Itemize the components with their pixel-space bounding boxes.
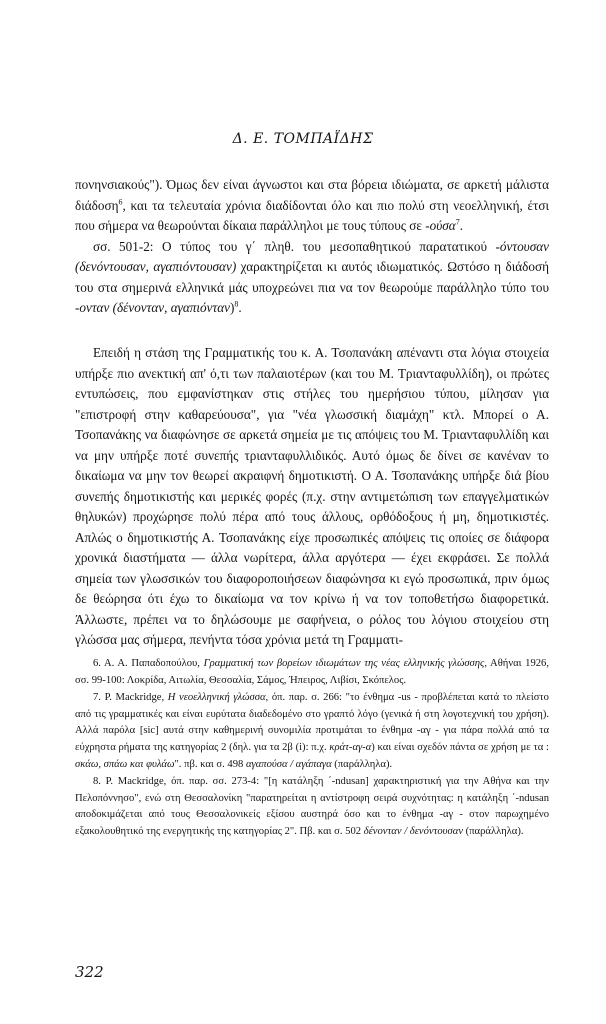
main-text-block-1: [75, 175, 549, 319]
footnotes: [75, 656, 549, 842]
running-head: Δ. Ε. ΤΟΜΠΑΪΔΗΣ: [232, 131, 374, 147]
paragraph: Επειδή η στάση της Γραμματικής του κ. Α. Τσοπανάκη απέναντι στα λόγια στοιχεία υπήρξε πιο ανεκτική απ' ό,τι των παλαιοτέρων (και του Μ. Τριανταφυλλίδη), οι πρώτες εντυπώσεις, που εμφανίστηκαν στις στήλες του ημερήσιου τύπου, μίλησαν για "επιστροφή στην καθαρεύουσα", για "νέα γλωσσική διαμάχη" κτλ. Μπορεί ο Α. Τσοπανάκης να διαφώνησε σε αρκετά σημεία με τις απόψεις του Μ. Τριανταφυλλίδη και να μην υπήρξε ποτέ συνεπής τριανταφυλλιδικός. Αυτό όμως δε δίνει σε κανέναν το δικαίωμα να μην τον θεωρεί ακραιφνή δημοτικιστή. Ο Α. Τσοπανάκης υπήρξε διά βίου συνεπής δημοτικιστής και μερικές φορές (π.χ. στην αντιμετώπιση των επαγγελματικών θηλυκών) προχώρησε πολύ πέρα από τους άλλους, ορθόδοξους ή μη, δημοτικιστές. Απλώς ο δημοτικιστής Α. Τσοπανάκης είχε προσωπικές απόψεις τις οποίες σε διάφορα χρονικά διαστήματα — άλλα νωρίτερα, άλλα αργότερα — έχει εκφράσει. Σε πολλά σημεία των γλωσσικών του διαφοροποιήσεων διαφώνησα κι εγώ προσωπικά, πριν όμως δε θεώρησα ότι έχω το δικαίωμα να τον κρίνω ή να τον τοποθετήσω διαφορετικά. Άλλωστε, πρέπει να το δηλώσουμε με σαφήνεια, ο ρόλος του λόγιου στοιχείου στη γλώσσα μας σήμερα, πενήντα τόσα χρόνια μετά τη Γραμματι-: [75, 345, 549, 647]
page-number: 322: [75, 963, 104, 981]
footnote: 7. P. Mackridge, Η νεοελληνική γλώσσα, όπ. παρ. σ. 266: "το ένθημα -us - προβλέπεται κατά το πλείστο από τις γραμματικές και είναι ευρύτατα διαδεδομένο στο γραπτό λόγο (γενικά ή στη λογοτεχνική του χρήση). Αλλά παρόλα [sic] αυτά στην καθημερινή συνομιλία προτιμάται το ένθημα -αγ - για πάρα πολλά από τα εύχρηστα ρήματα της κατηγορίας 2 (δηλ. για τα 2β (i): π.χ. κράτ-αγ-α) και είναι σχεδόν πάντα σε χρήση με τα : σκάω, σπάω και φυλάω". πβ. και σ. 498 αγαπούσα / αγάπαγα (παράλληλα).: [75, 692, 549, 770]
footnote: 6. Α. Α. Παπαδοπούλου, Γραμματική των βορείων ιδιωμάτων της νέας ελληνικής γλώσσης, Αθήναι 1926, σσ. 99-100: Λοκρίδα, Αιτωλία, Θεσσαλία, Σάμος, Ήπειρος, Λιβίσι, Σκόπελος.: [75, 658, 550, 686]
main-text-block-2: [75, 343, 549, 651]
paragraph: πονηνσιακούς"). Όμως δεν είναι άγνωστοι και στα βόρεια ιδιώματα, σε αρκετή μάλιστα διάδοση$^6$, και τα τελευταία χρόνια διαδίδονται όλο και πιο πολύ στη νεοελληνική, έτσι που σήμερα να θεωρούνται δίκαια παράλληλοι με τους τύπους σε -ούσα$^7$.: [75, 177, 549, 233]
footnote: 8. P. Mackridge, όπ. παρ. σσ. 273-4: "[η κατάληξη ΄-ndusan] χαρακτηριστική για την Αθήνα και την Πελοπόννησο", ενώ στη Θεσσαλονίκη "παρατηρείται η αντίστροφη σειρά συχνότητας: η κατάληξη ΄-ndusan αποδοκιμάζεται από τους Θεσσαλονικείς εξίσου αυστηρά όσο και το ένθημα -αγ - στον παρωχημένο εξακολουθητικό της ενεργητικής της κατηγορίας 2". Πβ. και σ. 502 δένονταν / δενόντουσαν (παράλληλα).: [75, 776, 549, 837]
paragraph: σσ. 501-2: Ο τύπος του γ΄ πληθ. του μεσοπαθητικού παρατατικού -όντουσαν (δενόντουσαν, αγαπιόντουσαν) χαρακτηρίζεται κι αυτός ιδιωματικός. Ωστόσο η διάδοσή του στα σημερινά ελληνικά μάς υποχρεώνει πια να τον θεωρούμε παράλληλο τύπο του -ονταν (δένονταν, αγαπιόνταν)$^8$.: [75, 238, 549, 315]
